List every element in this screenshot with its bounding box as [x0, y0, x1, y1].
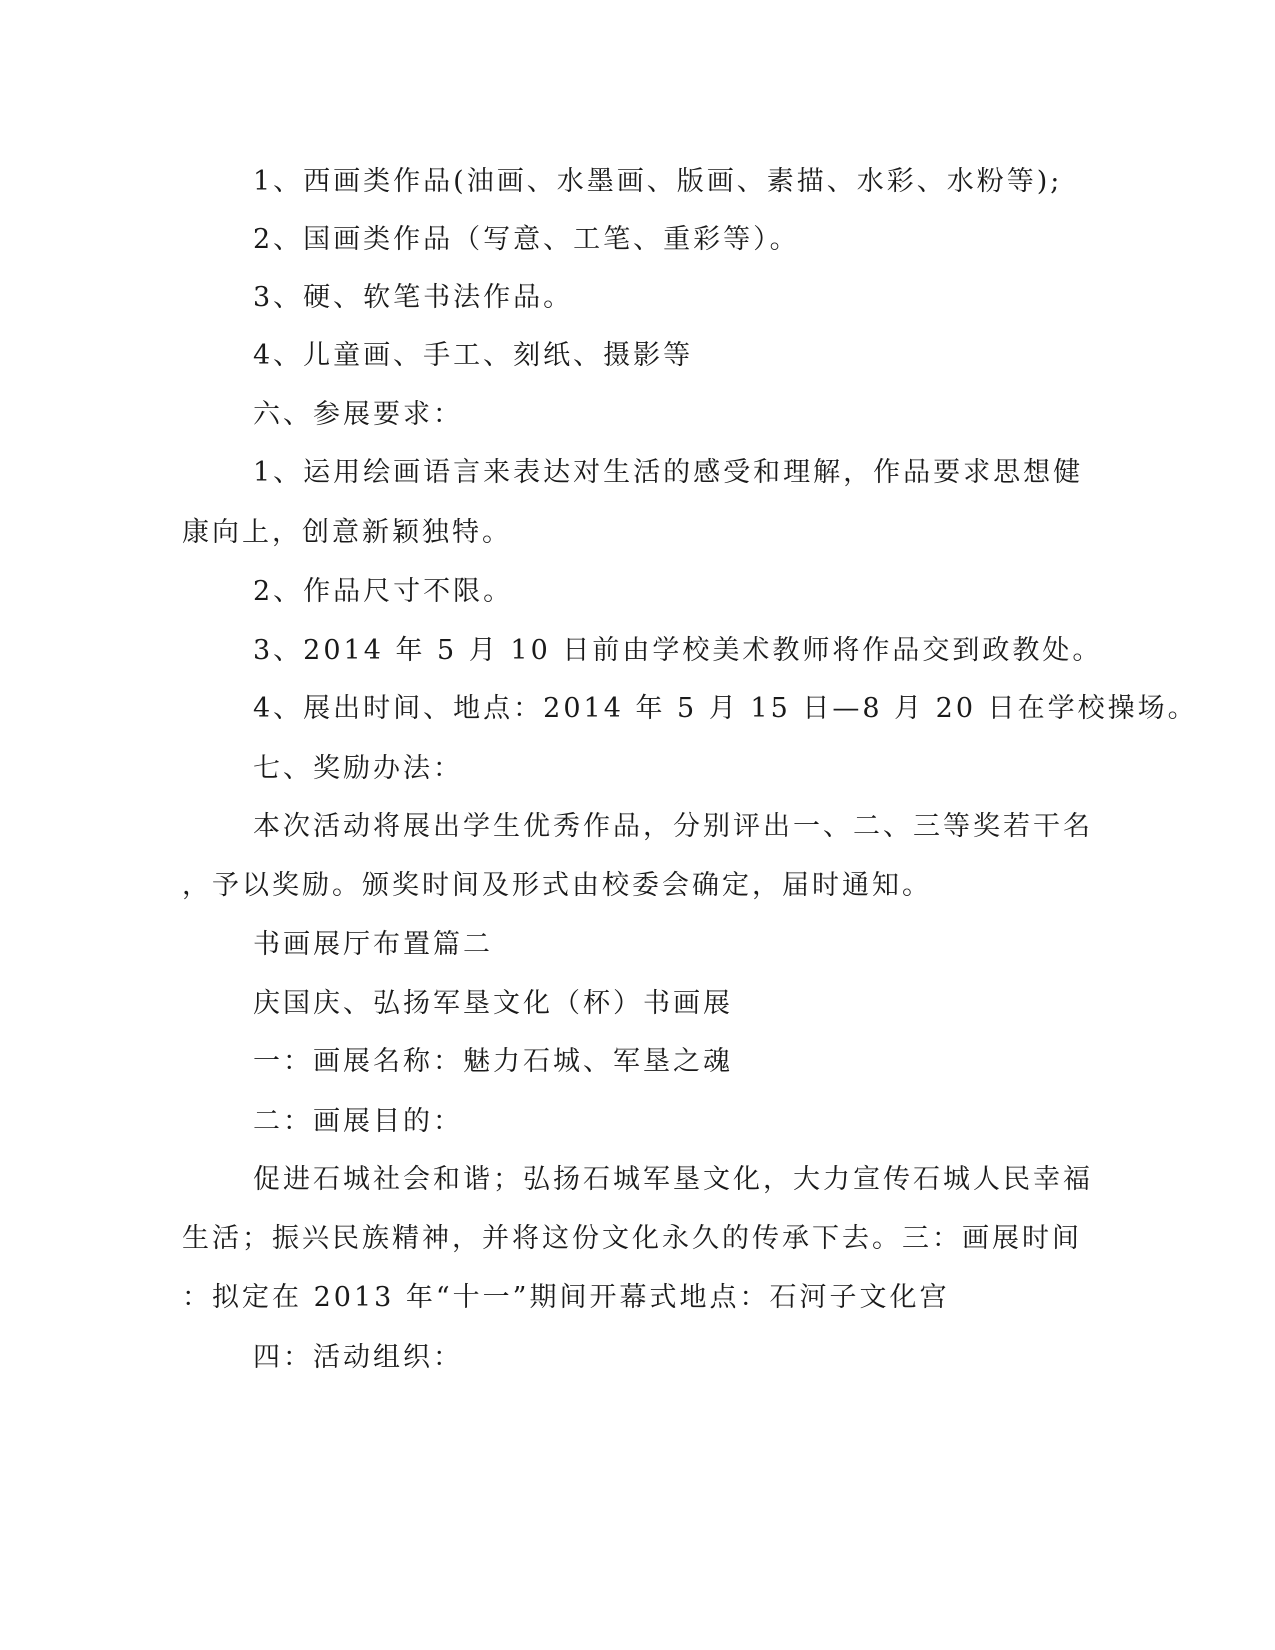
paragraph-requirement-2: 2、作品尺寸不限。	[253, 576, 514, 607]
paragraph-requirement-1: 1、运用绘画语言来表达对生活的感受和理解，作品要求思想健	[253, 457, 1084, 488]
paragraph-requirement-1-cont: 康向上，创意新颖独特。	[182, 517, 512, 548]
exhibition-title: 庆国庆、弘扬军垦文化（杯）书画展	[253, 988, 733, 1019]
paragraph-rewards: 本次活动将展出学生优秀作品，分别评出一、二、三等奖若干名	[253, 811, 1093, 842]
list-item-calligraphy: 3、硬、软笔书法作品。	[253, 282, 574, 313]
paragraph-purpose: 促进石城社会和谐；弘扬石城军垦文化，大力宣传石城人民幸福	[253, 1164, 1093, 1195]
paragraph-requirement-4: 4、展出时间、地点：2014 年 5 月 15 日—8 月 20 日在学校操场。	[253, 693, 1198, 724]
paragraph-rewards-cont: ，予以奖励。颁奖时间及形式由校委会确定，届时通知。	[182, 870, 932, 901]
paragraph-purpose-cont: 生活；振兴民族精神，并将这份文化永久的传承下去。三：画展时间	[182, 1223, 1082, 1254]
paragraph-requirement-3: 3、2014 年 5 月 10 日前由学校美术教师将作品交到政教处。	[253, 635, 1103, 666]
section-heading-requirements: 六、参展要求：	[253, 399, 463, 430]
section-heading-purpose: 二：画展目的：	[253, 1106, 463, 1137]
list-item-children-art: 4、儿童画、手工、刻纸、摄影等	[253, 340, 694, 371]
list-item-western-painting: 1、西画类作品(油画、水墨画、版画、素描、水彩、水粉等);	[253, 166, 1063, 197]
list-item-chinese-painting: 2、国画类作品（写意、工笔、重彩等）。	[253, 224, 800, 255]
section-title-part-two: 书画展厅布置篇二	[253, 929, 493, 960]
section-heading-rewards: 七、奖励办法：	[253, 753, 463, 784]
exhibition-name: 一：画展名称：魅力石城、军垦之魂	[253, 1046, 733, 1077]
paragraph-time-location: ：拟定在 2013 年“十一”期间开幕式地点：石河子文化宫	[182, 1282, 950, 1313]
section-heading-organization: 四：活动组织：	[253, 1342, 463, 1373]
